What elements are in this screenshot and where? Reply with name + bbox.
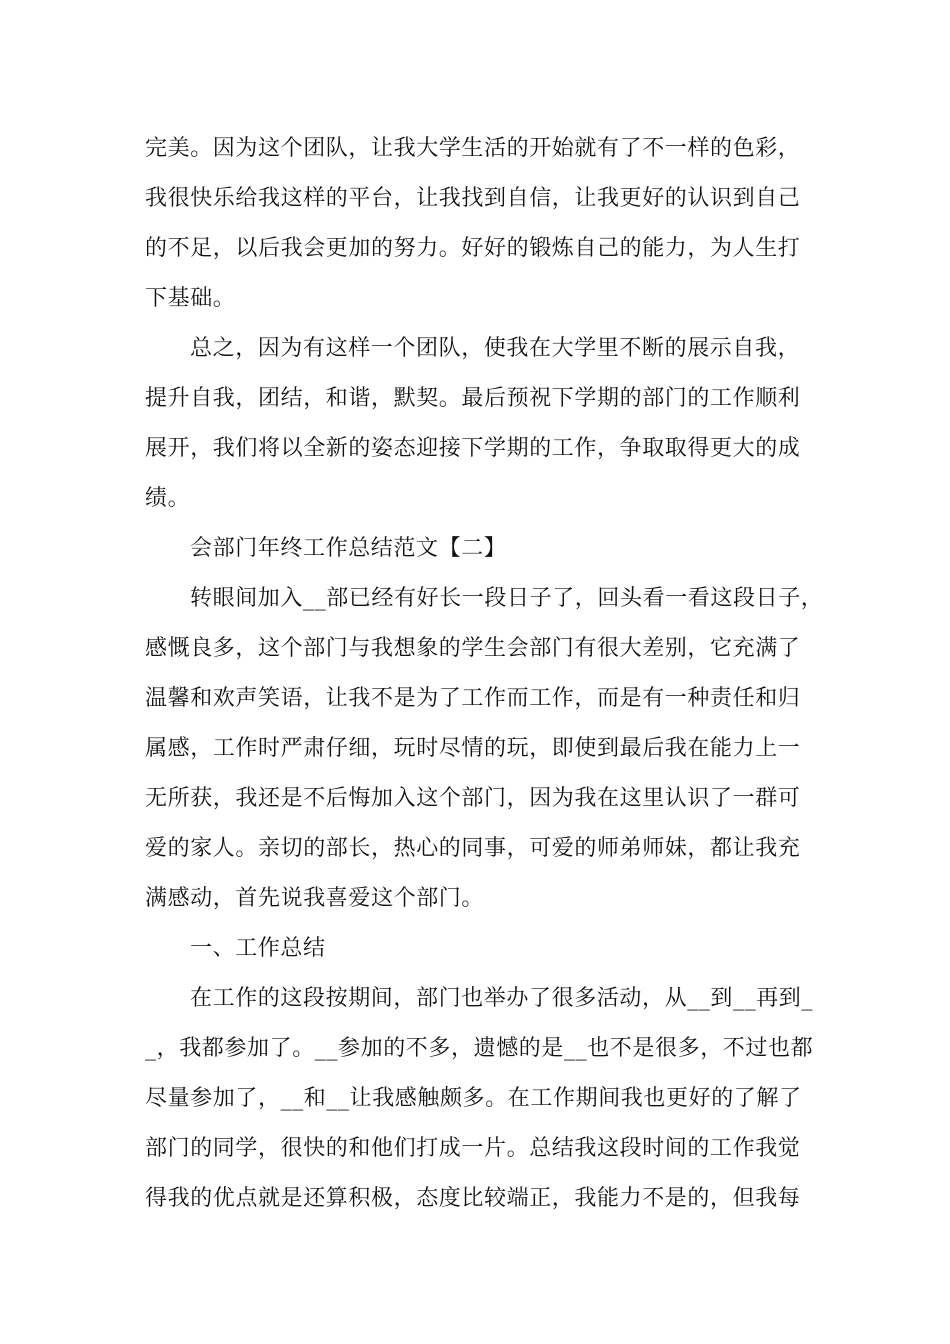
text-line: 感慨良多，这个部门与我想象的学生会部门有很大差别，它充满了	[145, 636, 801, 661]
paragraph-start: 总之，因为有这样一个团队，使我在大学里不断的展示自我，	[190, 336, 801, 361]
text-line: 展开，我们将以全新的姿态迎接下学期的工作，争取取得更大的成	[145, 436, 801, 461]
paragraph-start: 转眼间加入__部已经有好长一段日子了，回头看一看这段日子，	[190, 586, 824, 611]
text-line: 属感，工作时严肃仔细，玩时尽情的玩，即使到最后我在能力上一	[145, 736, 801, 761]
text-line: _，我都参加了。__参加的不多，遗憾的是__也不是很多，不过也都	[145, 1036, 814, 1061]
text-line: 部门的同学，很快的和他们打成一片。总结我这段时间的工作我觉	[145, 1136, 801, 1161]
text-line: 满感动，首先说我喜爱这个部门。	[145, 886, 485, 911]
text-line: 尽量参加了，__和__让我感触颇多。在工作期间我也更好的了解了	[145, 1086, 802, 1111]
subsection-heading: 一、工作总结	[190, 936, 326, 961]
paragraph-start: 在工作的这段按期间，部门也举办了很多活动，从__到__再到_	[190, 986, 814, 1011]
text-line: 我很快乐给我这样的平台，让我找到自信，让我更好的认识到自己	[145, 186, 801, 211]
text-line: 温馨和欢声笑语，让我不是为了工作而工作，而是有一种责任和归	[145, 686, 801, 711]
text-line: 爱的家人。亲切的部长，热心的同事，可爱的师弟师妹，都让我充	[145, 836, 801, 861]
text-line: 绩。	[145, 486, 191, 511]
text-line: 的不足，以后我会更加的努力。好好的锻炼自己的能力，为人生打	[145, 236, 801, 261]
text-line: 下基础。	[145, 286, 236, 311]
text-line: 得我的优点就是还算积极，态度比较端正，我能力不是的，但我每	[145, 1186, 801, 1211]
text-line: 提升自我，团结，和谐，默契。最后预祝下学期的部门的工作顺利	[145, 386, 801, 411]
text-line: 无所获，我还是不后悔加入这个部门，因为我在这里认识了一群可	[145, 786, 801, 811]
text-line: 完美。因为这个团队，让我大学生活的开始就有了不一样的色彩，	[145, 136, 801, 161]
section-heading: 会部门年终工作总结范文【二】	[190, 536, 507, 561]
